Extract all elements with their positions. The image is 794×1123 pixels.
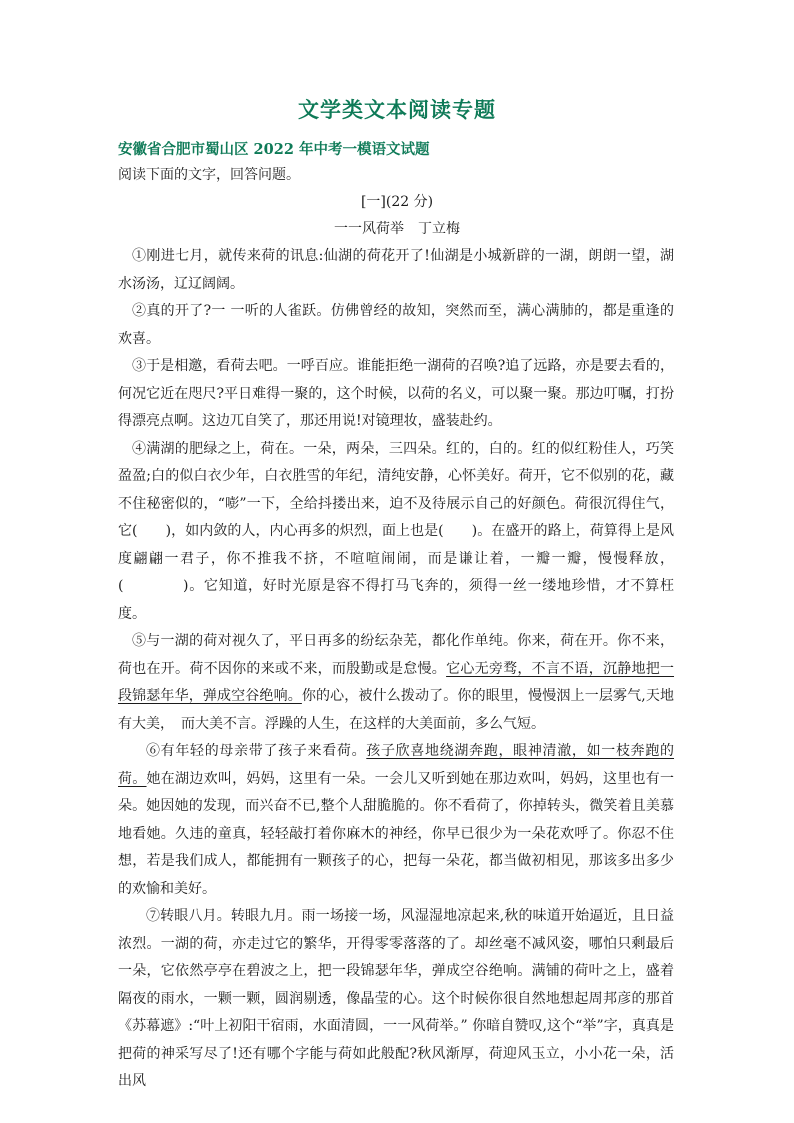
text-segment: 她在湖边欢叫，妈妈，这里有一朵。一会儿又听到她在那边欢叫，妈妈，这里也有一朵。她因她的发现，而兴奋不已,整个人甜脆脆的。你不看荷了，你掉转头，微笑着且美慕地看她。久违的童真，轻轻敲打着你麻木的神经，你早已很少为一朵花欢呼了。你忍不住想，若是我们成人，都能拥有一颗孩子的心，把每一朵花，都当做初相见，那该多出多少的欢愉和美好。 bbox=[118, 770, 675, 897]
underlined-sentence: 它心无旁骛，不言不语，沉静地把一段锦瑟年华，弹成空谷绝响。 bbox=[118, 660, 675, 704]
paragraph bbox=[118, 436, 674, 629]
document-title: 文学类文本阅读专题 bbox=[298, 97, 496, 122]
article-body bbox=[118, 243, 674, 1096]
paragraph bbox=[118, 628, 674, 738]
article-title-author: 一一风荷举 丁立梅 bbox=[334, 221, 460, 237]
text-segment: ①刚进七月，就传来荷的讯息:仙湖的荷花开了!仙湖是小城新辟的一湖，朗朗一望，湖水汤汤，辽辽阔阔。 bbox=[118, 248, 674, 292]
text-segment: ③于是相邀，看荷去吧。一呼百应。谁能拒绝一湖荷的召唤?追了远路，亦是要去看的，何况它近在咫尺?平日难得一聚的，这个时候，以荷的名义，可以聚一聚。那边叮嘱，打扮得漂亮点啊。这边兀自笑了，那还用说!对镜理妆，盛装赴约。 bbox=[118, 358, 674, 429]
text-segment: ⑥有年轻的母亲带了孩子来看荷。 bbox=[146, 743, 367, 759]
text-segment: ⑤与一湖的荷对视久了，平日再多的纷纭杂芜，都化作单纯。你来，荷在开。你不来，荷也在开。荷不因你的来或不来，而殷勤或是怠慢。 bbox=[118, 633, 674, 677]
text-segment: ④满湖的肥绿之上，荷在。一朵，两朵，三四朵。红的，白的。红的似红粉佳人，巧笑盈盈;白的似白衣少年，白衣胜雪的年纪，清纯安静，心怀美好。荷开，它不似别的花，藏不住秘密似的，“嘭”一下，全给抖搂出来，迫不及待展示自己的好颜色。荷很沉得住气，它( )，如内敛的人，内心再多的炽烈，面上也是( )。在盛开的路上，荷算得上是风度翩翩一君子，你不推我不挤，不喧喧闹闹，而是谦让着，一瓣一瓣，慢慢释放，( )。它知道，好时光原是容不得打马飞奔的，须得一丝一缕地珍惜，才不算枉度。 bbox=[118, 440, 674, 622]
exam-source: 安徽省合肥市蜀山区 2022 年中考一模语文试题 bbox=[118, 141, 430, 158]
paragraph bbox=[118, 243, 674, 298]
text-segment: ⑦转眼八月。转眼九月。雨一场接一场，风湿湿地凉起来,秋的味道开始逼近，且日益浓烈。一湖的荷，亦走过它的繁华，开得零零落落的了。却丝毫不减风姿，哪怕只剩最后一朵，它依然亭亭在碧波之上，把一段锦瑟年华，弹成空谷绝响。满铺的荷叶之上，盛着隔夜的雨水，一颗一颗，圆润剔透，像晶莹的心。这个时候你很自然地想起周邦彦的那首《苏幕遮》:“叶上初阳干宿雨，水面清圆，一一风荷举。” 你暗自赞叹,这个“举”字，真真是把荷的神采写尽了!还有哪个字能与荷如此般配?秋风渐厚，荷迎风玉立，小小花一朵，活出风 bbox=[118, 908, 674, 1089]
text-segment: ②真的开了?一 一听的人雀跃。仿佛曾经的故知，突然而至，满心满肺的，都是重逢的欢喜。 bbox=[118, 303, 674, 347]
paragraph bbox=[118, 903, 674, 1096]
underlined-sentence: 孩子欣喜地绕湖奔跑，眼神清澈，如一枝奔跑的荷。 bbox=[118, 743, 675, 787]
text-segment: 你的心，被什么拨动了。你的眼里，慢慢洇上一层雾气,天地有大美， 而大美不言。浮躁的人生，在这样的大美面前，多么气短。 bbox=[118, 688, 675, 732]
paragraph bbox=[118, 738, 674, 903]
paragraph bbox=[118, 353, 674, 436]
instructions: 阅读下面的文字，回答问题。 bbox=[118, 167, 300, 183]
section-heading: [一](22 分) bbox=[360, 194, 434, 210]
paragraph bbox=[118, 298, 674, 353]
